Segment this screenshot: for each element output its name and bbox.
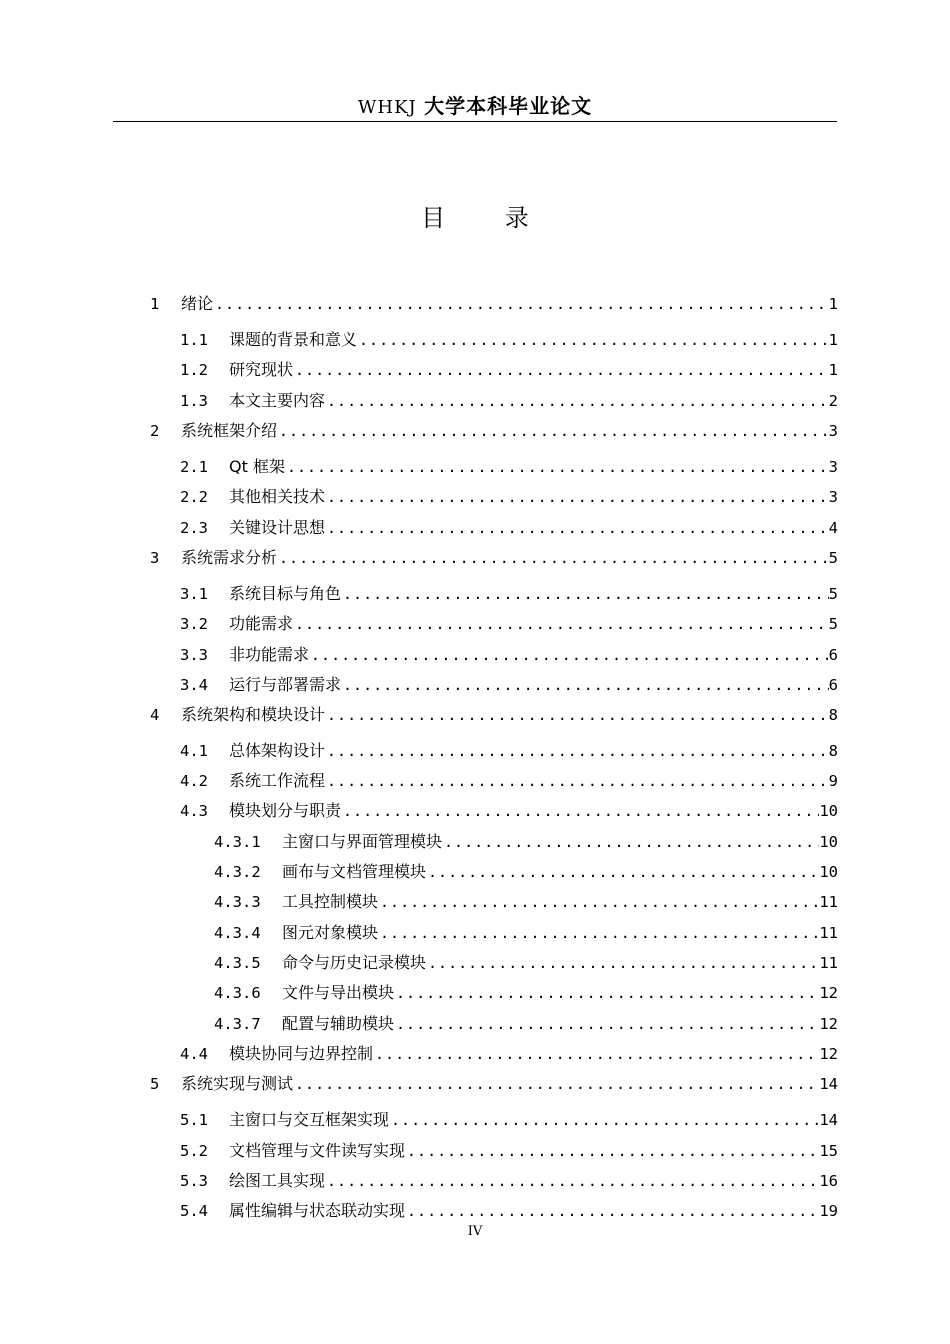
toc-entry-title: 关键设计思想	[229, 518, 326, 537]
page-title: 目 录	[421, 204, 555, 232]
toc-entry-page: 1	[828, 331, 838, 349]
toc-entry-title: 绪论	[181, 294, 214, 313]
toc-entry-page: 14	[819, 1111, 838, 1129]
toc-entry-number: 5.3	[180, 1172, 208, 1190]
toc-entry-title: 系统工作流程	[229, 771, 326, 790]
toc-entry-page: 12	[819, 1015, 838, 1033]
toc-entry-page: 5	[828, 549, 838, 567]
toc-entry-page: 8	[828, 742, 838, 760]
toc-entry[interactable]	[214, 951, 838, 975]
toc-entry-page: 6	[828, 646, 838, 664]
toc-entry-page: 3	[828, 488, 838, 506]
toc-entry-number: 5.1	[180, 1111, 208, 1129]
toc-dot-leader	[426, 951, 819, 975]
toc-entry-page: 10	[819, 833, 838, 851]
toc-entry-number: 3.4	[180, 676, 208, 694]
toc-entry-page: 11	[819, 954, 838, 972]
toc-entry-number: 2.3	[180, 519, 208, 537]
toc-entry-title: 课题的背景和意义	[229, 330, 358, 349]
toc-entry-number: 3.2	[180, 615, 208, 633]
toc-dot-leader	[285, 455, 829, 479]
toc-dot-leader	[442, 830, 819, 854]
toc-dot-leader	[357, 328, 829, 352]
toc-entry-page: 5	[828, 615, 838, 633]
toc-entry[interactable]	[150, 1072, 838, 1096]
toc-entry-number: 5.2	[180, 1142, 208, 1160]
toc-dot-leader	[325, 739, 829, 763]
toc-dot-leader	[293, 612, 829, 636]
toc-entry-page: 8	[828, 706, 838, 724]
toc-entry[interactable]	[180, 1139, 838, 1163]
toc-dot-leader	[325, 703, 829, 727]
toc-entry-page: 12	[819, 984, 838, 1002]
toc-entry-number: 1.2	[180, 361, 208, 379]
toc-dot-leader	[394, 1012, 819, 1036]
toc-entry-page: 6	[828, 676, 838, 694]
toc-entry[interactable]	[180, 612, 838, 636]
toc-dot-leader	[293, 358, 829, 382]
toc-entry-page: 3	[828, 458, 838, 476]
toc-entry-page: 5	[828, 585, 838, 603]
toc-entry-number: 2	[150, 422, 160, 440]
toc-dot-leader	[341, 582, 829, 606]
toc-entry-title: 系统目标与角色	[229, 584, 342, 603]
toc-entry-page: 16	[819, 1172, 838, 1190]
toc-dot-leader	[378, 921, 819, 945]
toc-entry[interactable]	[180, 1042, 838, 1066]
toc-entry-number: 5	[150, 1075, 160, 1093]
toc-dot-leader	[293, 1072, 819, 1096]
toc-dot-leader	[325, 769, 829, 793]
toc-entry-number: 4.3.1	[214, 833, 261, 851]
toc-entry-title: 主窗口与界面管理模块	[282, 832, 443, 851]
toc-dot-leader	[277, 419, 829, 443]
toc-entry-page: 15	[819, 1142, 838, 1160]
toc-entry-page: 11	[819, 924, 838, 942]
toc-dot-leader	[373, 1042, 819, 1066]
toc-dot-leader	[325, 485, 829, 509]
toc-dot-leader	[325, 516, 829, 540]
page-number: IV	[467, 1224, 483, 1239]
toc-entry[interactable]	[180, 516, 838, 540]
toc-entry-number: 1.1	[180, 331, 208, 349]
toc-entry-page: 19	[819, 1202, 838, 1220]
toc-dot-leader	[378, 890, 819, 914]
toc-entry[interactable]	[214, 981, 838, 1005]
toc-entry-page: 12	[819, 1045, 838, 1063]
toc-entry-title: 系统架构和模块设计	[181, 705, 326, 724]
toc-entry-title: 系统需求分析	[181, 548, 278, 567]
toc-entry[interactable]	[214, 830, 838, 854]
toc-entry-number: 3	[150, 549, 160, 567]
toc-entry-title: 画布与文档管理模块	[282, 862, 427, 881]
toc-entry[interactable]	[150, 703, 838, 727]
toc-entry-title: 图元对象模块	[282, 923, 379, 942]
toc-entry-number: 4.3.3	[214, 893, 261, 911]
toc-dot-leader	[213, 292, 829, 316]
toc-entry-title: 命令与历史记录模块	[282, 953, 427, 972]
toc-entry[interactable]	[180, 643, 838, 667]
toc-entry[interactable]	[214, 921, 838, 945]
toc-entry-page: 2	[828, 392, 838, 410]
toc-entry-title: 系统框架介绍	[181, 421, 278, 440]
toc-dot-leader	[405, 1139, 819, 1163]
toc-entry-number: 5.4	[180, 1202, 208, 1220]
toc-entry-title: 模块划分与职责	[229, 801, 342, 820]
toc-entry[interactable]	[180, 799, 838, 823]
toc-entry-number: 4.1	[180, 742, 208, 760]
toc-entry[interactable]	[180, 673, 838, 697]
toc-entry[interactable]	[180, 455, 838, 479]
toc-entry-number: 4.3.4	[214, 924, 261, 942]
toc-entry-title: 运行与部署需求	[229, 675, 342, 694]
toc-entry-title: 总体架构设计	[229, 741, 326, 760]
toc-entry-number: 2.2	[180, 488, 208, 506]
toc-entry[interactable]	[180, 358, 838, 382]
toc-entry-number: 1.3	[180, 392, 208, 410]
toc-entry-page: 10	[819, 863, 838, 881]
toc-entry-title: 非功能需求	[229, 645, 310, 664]
toc-dot-leader	[325, 1169, 819, 1193]
toc-entry[interactable]	[214, 860, 838, 884]
toc-entry[interactable]	[150, 546, 838, 570]
toc-dot-leader	[405, 1199, 819, 1223]
toc-dot-leader	[394, 981, 819, 1005]
toc-entry-number: 3.1	[180, 585, 208, 603]
toc-entry-title: 工具控制模块	[282, 892, 379, 911]
toc-entry[interactable]	[150, 292, 838, 316]
toc-entry-title: 主窗口与交互框架实现	[229, 1110, 390, 1129]
toc-entry[interactable]	[180, 328, 838, 352]
toc-entry-number: 4.3.2	[214, 863, 261, 881]
toc-dot-leader	[277, 546, 829, 570]
header-school: WHKJ	[357, 97, 417, 118]
toc-entry-title: 文件与导出模块	[282, 983, 395, 1002]
toc-dot-leader	[325, 389, 829, 413]
toc-entry[interactable]	[180, 582, 838, 606]
toc-entry-number: 4.3	[180, 802, 208, 820]
toc-entry-title: 研究现状	[229, 360, 294, 379]
toc-entry-title: 其他相关技术	[229, 487, 326, 506]
toc-dot-leader	[389, 1108, 819, 1132]
toc-dot-leader	[426, 860, 819, 884]
toc-entry-title: Qt 框架	[229, 457, 285, 476]
toc-entry[interactable]	[214, 1012, 838, 1036]
toc-entry-number: 4	[150, 706, 160, 724]
toc-dot-leader	[341, 673, 829, 697]
toc-entry-title: 功能需求	[229, 614, 294, 633]
toc-entry-page: 14	[819, 1075, 838, 1093]
toc-entry-page: 10	[819, 802, 838, 820]
toc-entry-number: 4.3.5	[214, 954, 261, 972]
toc-entry[interactable]	[214, 890, 838, 914]
toc-dot-leader	[309, 643, 829, 667]
toc-entry-number: 4.2	[180, 772, 208, 790]
toc-entry[interactable]	[180, 739, 838, 763]
toc-entry-title: 文档管理与文件读写实现	[229, 1141, 406, 1160]
toc-entry-title: 配置与辅助模块	[282, 1014, 395, 1033]
toc-entry-page: 1	[828, 295, 838, 313]
toc-entry-page: 3	[828, 422, 838, 440]
toc-entry[interactable]	[150, 419, 838, 443]
toc-entry[interactable]	[180, 389, 838, 413]
toc-entry-number: 4.3.7	[214, 1015, 261, 1033]
toc-entry-page: 9	[828, 772, 838, 790]
toc-entry-page: 11	[819, 893, 838, 911]
toc-entry[interactable]	[180, 1169, 838, 1193]
toc-entry[interactable]	[180, 1108, 838, 1132]
toc-entry-title: 模块协同与边界控制	[229, 1044, 374, 1063]
toc-entry-number: 3.3	[180, 646, 208, 664]
toc-entry[interactable]	[180, 485, 838, 509]
toc-entry[interactable]	[180, 1199, 838, 1223]
toc-entry[interactable]	[180, 769, 838, 793]
toc-entry-number: 4.3.6	[214, 984, 261, 1002]
header-title: 大学本科毕业论文	[424, 94, 593, 118]
toc-entry-number: 1	[150, 295, 160, 313]
toc-entry-page: 4	[828, 519, 838, 537]
toc-entry-title: 属性编辑与状态联动实现	[229, 1201, 406, 1220]
toc-entry-number: 4.4	[180, 1045, 208, 1063]
toc-dot-leader	[341, 799, 819, 823]
toc-entry-page: 1	[828, 361, 838, 379]
toc-entry-title: 绘图工具实现	[229, 1171, 326, 1190]
toc-entry-number: 2.1	[180, 458, 208, 476]
toc-entry-title: 本文主要内容	[229, 391, 326, 410]
toc-entry-title: 系统实现与测试	[181, 1074, 294, 1093]
